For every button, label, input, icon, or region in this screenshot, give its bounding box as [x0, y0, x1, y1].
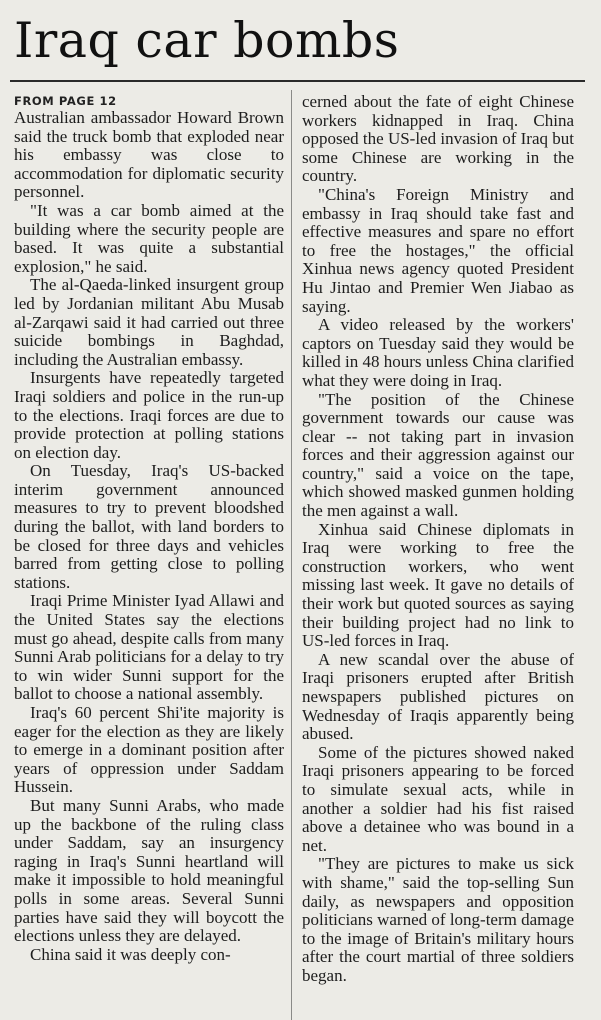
paragraph: Insurgents have repeatedly targeted Iraqi soldiers and police in the run-up to the elections. Iraqi forces are due to provide protection at polling stations on election day. [14, 368, 284, 462]
paragraph: But many Sunni Arabs, who made up the backbone of the ruling class under Saddam, say an insurgency raging in Iraq's Sunni heartland will make it impossible to hold meaningful polls in some areas. Several Sunni parties have said they will boycott the elections unless they are delayed. [14, 795, 284, 946]
column-divider [291, 90, 292, 1020]
headline-rule [10, 80, 585, 82]
paragraph: Iraqi Prime Minister Iyad Allawi and the United States say the elections must go ahead, despite calls from many Sunni Arab politicians for a delay to try to win wider Sunni support for the ballot to choose a national assembly. [14, 591, 284, 704]
headline: Iraq car bombs [14, 12, 400, 69]
paragraph: Some of the pictures showed naked Iraqi prisoners appearing to be forced to simulate sexual acts, while in another a soldier had his fist raised above a detainee who was bound in a net. [302, 742, 574, 855]
paragraph: China said it was deeply con- [30, 944, 231, 964]
paragraph: A video released by the workers' captors on Tuesday said they would be killed in 48 hours unless China clarified what they were doing in Iraq. [302, 315, 574, 390]
paragraph: Iraq's 60 percent Shi'ite majority is eager for the election as they are likely to emerge in a dominant position after years of oppression under Saddam Hussein. [14, 703, 284, 797]
paragraph: "It was a car bomb aimed at the building where the security people are based. It was quite a substantial explosion," he said. [14, 200, 284, 276]
paragraph: Australian ambassador Howard Brown said the truck bomb that exploded near his embassy was close to accommodation for diplomatic security personnel. [14, 108, 284, 202]
left-column [14, 93, 284, 1020]
paragraph: On Tuesday, Iraq's US-backed interim government announced measures to try to prevent bloodshed during the ballot, with land borders to be closed for three days and vehicles barred from getting close to polling stations. [14, 461, 284, 592]
paragraph: A new scandal over the abuse of Iraqi prisoners erupted after British newspapers published pictures on Wednesday of Iraqis apparently being abused. [302, 649, 574, 744]
paragraph: Xinhua said Chinese diplomats in Iraq were working to free the construction workers, who went missing last week. It gave no details of their work but quoted sources as saying their building project had no link to US-led forces in Iraq. [302, 519, 574, 651]
kicker: FROM PAGE 12 [14, 94, 117, 108]
paragraph: "China's Foreign Ministry and embassy in Iraq should take fast and effective measures and spare no effort to free the hostages," the official Xinhua news agency quoted President Hu Jintao and Premier Wen Jiabao as saying. [302, 184, 574, 316]
paragraph: "They are pictures to make us sick with shame," said the top-selling Sun daily, as newspapers and opposition politicians warned of long-term damage to the image of Britain's military hours after the court martial of three soldiers began. [302, 854, 574, 985]
paragraph: cerned about the fate of eight Chinese workers kidnapped in Iraq. China opposed the US-led invasion of Iraq but some Chinese are working in the country. [302, 93, 574, 186]
paragraph: The al-Qaeda-linked insurgent group led by Jordanian militant Abu Musab al-Zarqawi said it had carried out three suicide bombings in Baghdad, including the Australian embassy. [14, 275, 284, 369]
paragraph: "The position of the Chinese government towards our cause was clear -- not taking part in invasion forces and their aggression against our country," said a voice on the tape, which showed masked gunmen holding the men against a wall. [302, 389, 574, 521]
right-column [302, 93, 574, 1020]
